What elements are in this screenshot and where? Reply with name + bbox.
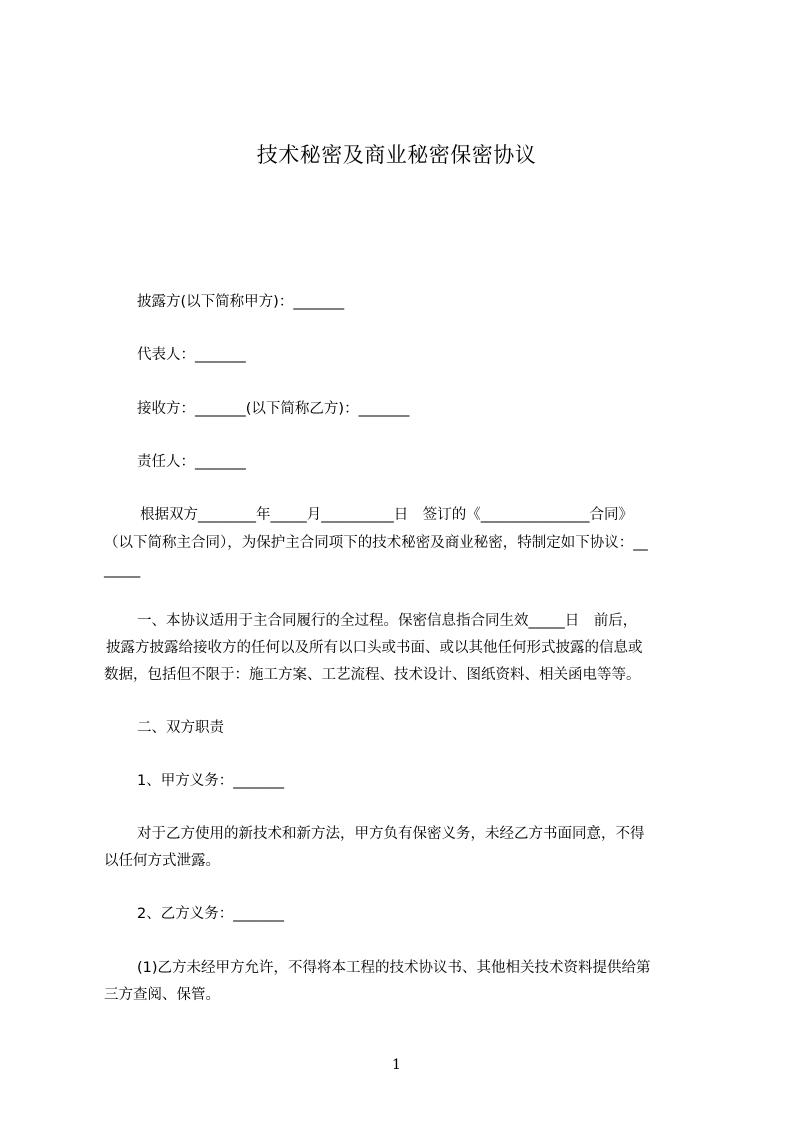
party-a-obligations-line-2: 以任何方式泄露。	[104, 853, 220, 869]
party-a-obligations-line-1: 对于乙方使用的新技术和新方法，甲方负有保密义务，未经乙方书面同意，不得	[137, 826, 645, 842]
discloser-line: 披露方(以下简称甲方)：_______	[137, 294, 345, 310]
recipient-line: 接收方：_______(以下简称乙方)：_______	[137, 401, 410, 417]
document-title: 技术秘密及商业秘密保密协议	[256, 143, 537, 167]
representative-line: 代表人：_______	[137, 347, 246, 363]
clause2-heading: 二、双方职责	[137, 720, 224, 736]
preamble-line-1: 根据双方________年_____月__________日 签订的《_______________合同》	[140, 507, 633, 523]
party-a-obligations-heading: 1、甲方义务：_______	[137, 773, 284, 789]
party-b-item1-line-2: 三方查阅、保管。	[104, 987, 220, 1003]
page-number: 1	[392, 1057, 401, 1073]
clause1-line-3: 数据，包括但不限于：施工方案、工艺流程、技术设计、图纸资料、相关函电等等。	[104, 667, 641, 683]
clause1-line-2: 披露方披露给接收方的任何以及所有以口头或书面、或以其他任何形式披露的信息或	[106, 640, 643, 656]
preamble-line-3: _____	[104, 562, 141, 578]
responsible-person-line: 责任人：_______	[137, 454, 246, 470]
preamble-line-2: （以下简称主合同），为保护主合同项下的技术秘密及商业秘密，特制定如下协议：__	[104, 535, 648, 551]
party-b-obligations-heading: 2、乙方义务：_______	[137, 906, 284, 922]
party-b-item1-line-1: (1)乙方未经甲方允许，不得将本工程的技术协议书、其他相关技术资料提供给第	[137, 960, 651, 976]
clause1-line-1: 一、本协议适用于主合同履行的全过程。保密信息指合同生效_____日 前后，	[137, 613, 638, 629]
